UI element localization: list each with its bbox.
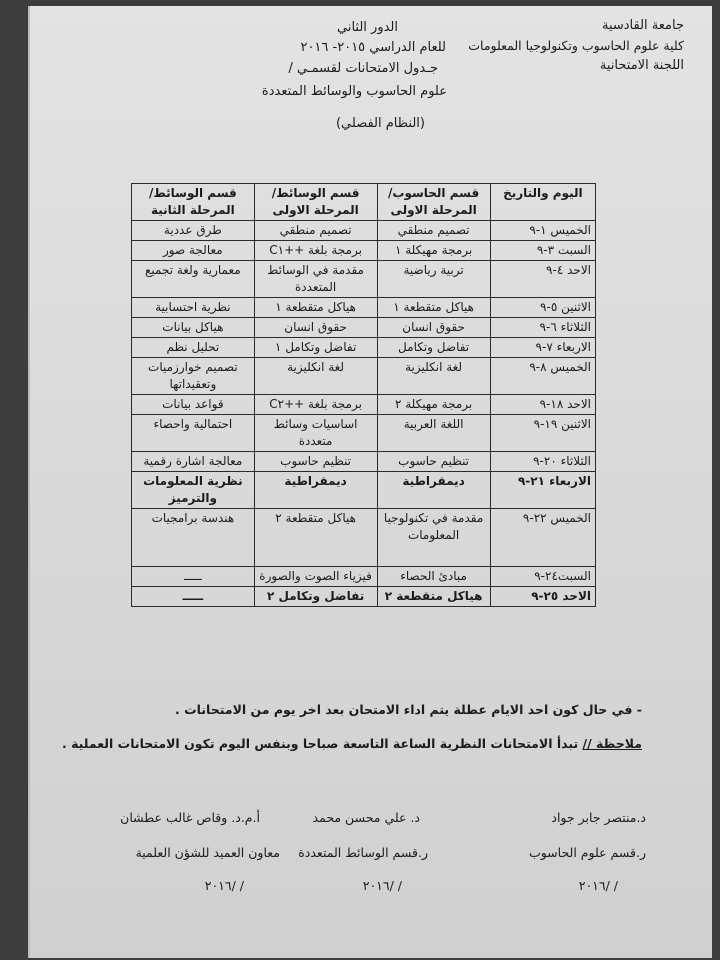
- media-stage1-cell: فيزياء الصوت والصورة: [254, 567, 377, 587]
- media-stage2-cell: نظرية احتسابية: [132, 298, 255, 318]
- schedule-title: جـدول الامتحانات لقسمـي /: [288, 61, 438, 76]
- media-stage2-cell: ـــــ: [132, 587, 255, 607]
- day-cell: الاحد ١٨-٩: [490, 395, 595, 415]
- college-name: كلية علوم الحاسوب وتكنولوجيا المعلومات: [468, 38, 684, 53]
- media-stage2-cell: هياكل بيانات: [132, 318, 255, 338]
- day-cell: الاثنين ٥-٩: [490, 298, 595, 318]
- header-media-stage1: قسم الوسائط/ المرحلة الاولى: [254, 184, 377, 221]
- signature-title: معاون العميد للشؤن العلمية: [135, 845, 280, 860]
- media-stage1-cell: تفاضل وتكامل ١: [254, 338, 377, 358]
- cs-stage1-cell: تصميم منطقي: [377, 221, 490, 241]
- day-cell: السبت ٣-٩: [490, 241, 595, 261]
- cs-stage1-cell: اللغة العربية: [377, 415, 490, 452]
- table-header-row: [132, 184, 596, 221]
- exam-committee: اللجنة الامتحانية: [599, 58, 684, 73]
- table-row: [132, 261, 596, 298]
- cs-stage1-cell: تفاضل وتكامل: [377, 338, 490, 358]
- university-name: جامعة القادسية: [601, 18, 684, 33]
- media-stage1-cell: اساسيات وسائط متعددة: [254, 415, 377, 452]
- day-cell: الاربعاء ٧-٩: [490, 338, 595, 358]
- media-stage1-cell: حقوق انسان: [254, 318, 377, 338]
- day-cell: السبت٢٤-٩: [490, 567, 595, 587]
- timing-note: [62, 736, 642, 751]
- media-stage2-cell: نظرية المعلومات والترميز: [132, 472, 255, 509]
- cs-stage1-cell: مبادئ الحصاء: [377, 567, 490, 587]
- table-row: [132, 338, 596, 358]
- cs-stage1-cell: تنظيم حاسوب: [377, 452, 490, 472]
- cs-stage1-cell: هياكل متقطعة ٢: [377, 587, 490, 607]
- media-stage1-cell: تفاضل وتكامل ٢: [254, 587, 377, 607]
- cs-stage1-cell: برمجة مهيكلة ٢: [377, 395, 490, 415]
- table-row: [132, 358, 596, 395]
- header-day-date: اليوم والتاريخ: [490, 184, 595, 221]
- signature-date: / /٢٠١٦: [204, 878, 244, 893]
- day-cell: الثلاثاء ٢٠-٩: [490, 452, 595, 472]
- cs-stage1-cell: مقدمة في تكنولوجيا المعلومات: [377, 509, 490, 567]
- table-row: [132, 452, 596, 472]
- media-stage1-cell: تنظيم حاسوب: [254, 452, 377, 472]
- media-stage1-cell: هياكل متقطعة ٢: [254, 509, 377, 567]
- media-stage1-cell: تصميم منطقي: [254, 221, 377, 241]
- cs-stage1-cell: برمجة مهيكلة ١: [377, 241, 490, 261]
- note-label: ملاحظة //: [582, 736, 642, 751]
- media-stage2-cell: ـــــ: [132, 567, 255, 587]
- media-stage1-cell: لغة انكليزية: [254, 358, 377, 395]
- table-row: [132, 567, 596, 587]
- table-row: [132, 298, 596, 318]
- day-cell: الاثنين ١٩-٩: [490, 415, 595, 452]
- table-row: [132, 221, 596, 241]
- signature-date: / /٢٠١٦: [578, 878, 618, 893]
- holiday-note: - في حال كون احد الايام عطلة يتم اداء الامتحان بعد اخر يوم من الامتحانات .: [174, 702, 642, 717]
- signature-title: ر.قسم علوم الحاسوب: [528, 845, 646, 860]
- exam-schedule-table: [131, 183, 596, 607]
- departments-name: علوم الحاسوب والوسائط المتعددة: [261, 84, 447, 99]
- media-stage1-cell: ديمقراطية: [254, 472, 377, 509]
- media-stage1-cell: برمجة بلغة ++C٢: [254, 395, 377, 415]
- header-cs-stage1: قسم الحاسوب/ المرحلة الاولى: [377, 184, 490, 221]
- exam-round: الدور الثاني: [337, 20, 398, 35]
- media-stage1-cell: برمجة بلغة ++C١: [254, 241, 377, 261]
- table-row: [132, 241, 596, 261]
- media-stage2-cell: معالجة اشارة رقمية: [132, 452, 255, 472]
- media-stage2-cell: احتمالية واحصاء: [132, 415, 255, 452]
- table-row: [132, 318, 596, 338]
- media-stage2-cell: هندسة برامجيات: [132, 509, 255, 567]
- semester-system: (النظام الفصلي): [335, 116, 425, 131]
- media-stage1-cell: هياكل متقطعة ١: [254, 298, 377, 318]
- media-stage2-cell: معمارية ولغة تجميع: [132, 261, 255, 298]
- media-stage2-cell: طرق عددية: [132, 221, 255, 241]
- day-cell: الخميس ٢٢-٩: [490, 509, 595, 567]
- day-cell: الخميس ٨-٩: [490, 358, 595, 395]
- cs-stage1-cell: هياكل متقطعة ١: [377, 298, 490, 318]
- cs-stage1-cell: ديمقراطية: [377, 472, 490, 509]
- table-row: [132, 509, 596, 567]
- media-stage2-cell: قواعد بيانات: [132, 395, 255, 415]
- media-stage2-cell: تصميم خوارزميات وتعقيداتها: [132, 358, 255, 395]
- day-cell: الاربعاء ٢١-٩: [490, 472, 595, 509]
- table-row: [132, 415, 596, 452]
- day-cell: الاحد ٢٥-٩: [490, 587, 595, 607]
- signature-name: أ.م.د. وقاص غالب عطشان: [120, 810, 260, 825]
- cs-stage1-cell: لغة انكليزية: [377, 358, 490, 395]
- day-cell: الخميس ١-٩: [490, 221, 595, 241]
- signature-name: د.منتصر جابر جواد: [551, 810, 646, 825]
- media-stage2-cell: معالجة صور: [132, 241, 255, 261]
- day-cell: الاحد ٤-٩: [490, 261, 595, 298]
- day-cell: الثلاثاء ٦-٩: [490, 318, 595, 338]
- signature-date: / /٢٠١٦: [362, 878, 402, 893]
- media-stage1-cell: مقدمة في الوسائط المتعددة: [254, 261, 377, 298]
- signature-name: د. علي محسن محمد: [312, 810, 420, 825]
- cs-stage1-cell: تربية رياضية: [377, 261, 490, 298]
- header-media-stage2: قسم الوسائط/ المرحلة الثانية: [132, 184, 255, 221]
- table-row: [132, 472, 596, 509]
- cs-stage1-cell: حقوق انسان: [377, 318, 490, 338]
- note-text: تبدأ الامتحانات النظرية الساعة التاسعة صباحا وبنفس اليوم تكون الامتحانات العملية .: [61, 736, 583, 751]
- table-row: [132, 587, 596, 607]
- signature-title: ر.قسم الوسائط المتعددة: [298, 845, 428, 860]
- academic-year: للعام الدراسي ٢٠١٥- ٢٠١٦: [300, 40, 446, 55]
- table-row: [132, 395, 596, 415]
- media-stage2-cell: تحليل نظم: [132, 338, 255, 358]
